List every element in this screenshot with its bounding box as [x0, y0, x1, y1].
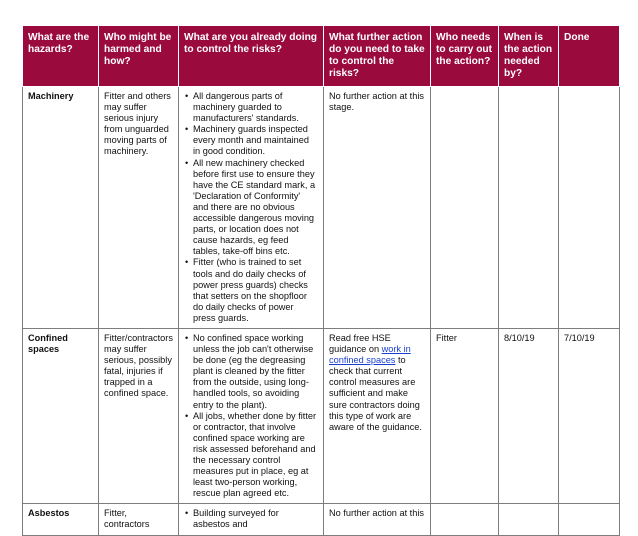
- confined-spaces-guidance-link[interactable]: work in confined spaces: [329, 344, 411, 366]
- header-hazards: What are the hazards?: [23, 26, 99, 87]
- control-item: • No confined space working unless the job can't otherwise be done (eg the degreasing plant is cleaned by the fitter from the outside, using long-handled tools, so avoiding entry to the plant).: [184, 333, 318, 411]
- when-cell: [499, 87, 559, 329]
- table-row: [23, 504, 620, 535]
- further-action-cell: No further action at this: [324, 504, 431, 535]
- header-who-harmed: Who might be harmed and how?: [99, 26, 179, 87]
- controls-cell: [179, 87, 324, 329]
- control-item: • Machinery guards inspected every month and maintained in good condition.: [184, 124, 318, 157]
- done-cell: 7/10/19: [559, 328, 620, 503]
- who-action-cell: [431, 504, 499, 535]
- controls-cell: [179, 504, 324, 535]
- done-cell: [559, 504, 620, 535]
- further-action-text: to check that current control measures are sufficient and make sure contractors doing this type of work are aware of the guidance.: [329, 355, 422, 432]
- when-cell: 8/10/19: [499, 328, 559, 503]
- header-when-needed: When is the action needed by?: [499, 26, 559, 87]
- who-harmed-cell: Fitter/contractors may suffer serious, possibly fatal, injuries if trapped in a confined space.: [99, 328, 179, 503]
- who-action-cell: Fitter: [431, 328, 499, 503]
- hazard-cell: Machinery: [23, 87, 99, 329]
- who-harmed-cell: Fitter, contractors: [99, 504, 179, 535]
- table-row: [23, 87, 620, 329]
- further-action-cell: [324, 328, 431, 503]
- hazard-cell: Asbestos: [23, 504, 99, 535]
- further-action-cell: No further action at this stage.: [324, 87, 431, 329]
- control-item: • Building surveyed for asbestos and: [184, 508, 318, 530]
- further-action-text: Read free HSE guidance on: [329, 332, 391, 355]
- hazard-cell: Confined spaces: [23, 328, 99, 503]
- control-item: • All dangerous parts of machinery guarded to manufacturers' standards.: [184, 91, 318, 124]
- control-item: • All jobs, whether done by fitter or contractor, that involve confined space working are risk assessed beforehand and the necessary control measures put in place, eg at least two-person working, rescue plan agreed etc.: [184, 411, 318, 500]
- control-item: • All new machinery checked before first use to ensure they have the CE standard mark, a 'Declaration of Conformity' and there are no obvious accessible dangerous moving parts, or location does not cause hazards, eg feed tables, take-off bins etc.: [184, 158, 318, 258]
- risk-assessment-table: [22, 25, 620, 536]
- header-done: Done: [559, 26, 620, 87]
- header-who-carries-out: Who needs to carry out the action?: [431, 26, 499, 87]
- who-action-cell: [431, 87, 499, 329]
- header-row: [23, 26, 620, 87]
- control-item: • Fitter (who is trained to set tools and do daily checks of power press guards) checks that setters on the shopfloor do daily checks of power press guards.: [184, 257, 318, 324]
- done-cell: [559, 87, 620, 329]
- when-cell: [499, 504, 559, 535]
- header-further-action: What further action do you need to take to control the risks?: [324, 26, 431, 87]
- controls-cell: [179, 328, 324, 503]
- table-row: [23, 328, 620, 503]
- who-harmed-cell: Fitter and others may suffer serious injury from unguarded moving parts of machinery.: [99, 87, 179, 329]
- header-current-controls: What are you already doing to control the risks?: [179, 26, 324, 87]
